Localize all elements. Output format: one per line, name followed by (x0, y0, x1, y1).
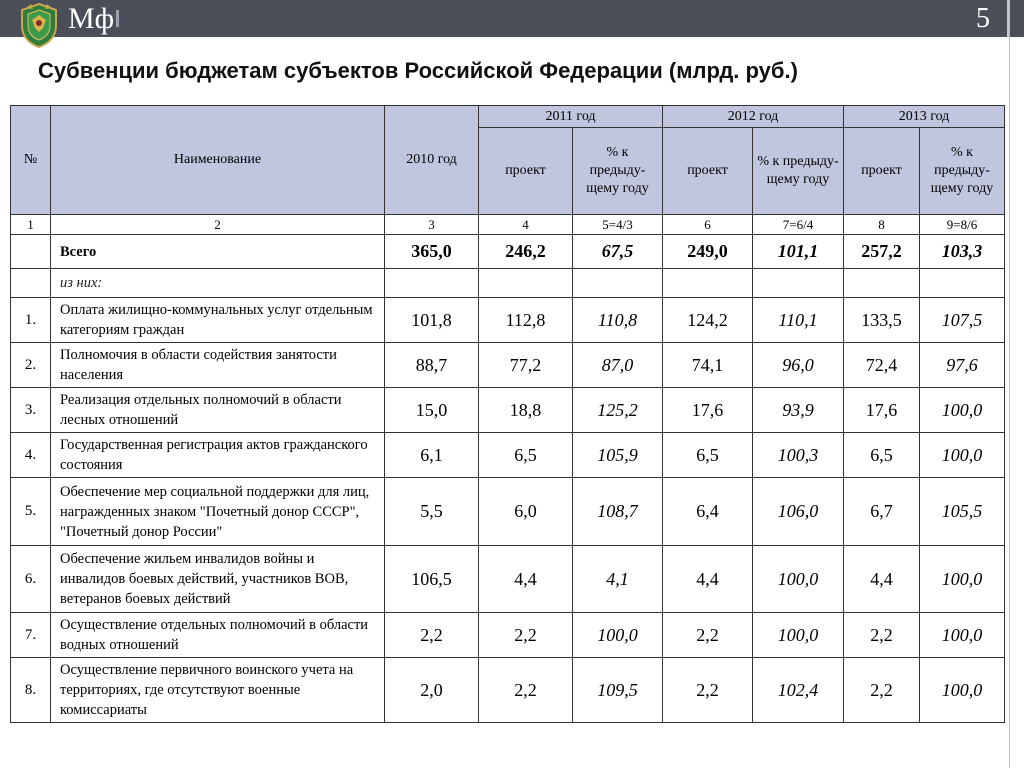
row-name: Обеспечение жильем инвалидов войны и инвалидов боевых действий, участников ВОВ, ветеранов боевых действий (51, 546, 385, 613)
value-2010: 106,5 (385, 546, 479, 613)
value-2010: 2,2 (385, 613, 479, 658)
value-2011-project: 246,2 (479, 235, 573, 269)
value-2011-project: 2,2 (479, 613, 573, 658)
row-name: Осуществление первичного воинского учета на территориях, где отсутствуют военные комиссариаты (51, 658, 385, 723)
value-2012-pct: 100,0 (753, 546, 844, 613)
value-2012-project: 6,4 (663, 478, 753, 546)
subheading-label: из них: (51, 269, 385, 298)
row-number: 3. (11, 388, 51, 433)
subheading-row (11, 269, 1005, 298)
value-2012-pct: 93,9 (753, 388, 844, 433)
slide-title: Субвенции бюджетам субъектов Российской Федерации (млрд. руб.) (38, 58, 798, 83)
value-2011-pct: 110,8 (573, 298, 663, 343)
subventions-table (10, 105, 1005, 723)
col-index: 5=4/3 (573, 215, 663, 235)
value-2012-project: 4,4 (663, 546, 753, 613)
slide-header-bar (0, 0, 1024, 37)
value-2012-project: 2,2 (663, 658, 753, 723)
coat-of-arms-icon (18, 2, 60, 48)
value-2012-pct: 96,0 (753, 343, 844, 388)
value-2011-pct: 4,1 (573, 546, 663, 613)
value-2013-pct: 100,0 (920, 613, 1005, 658)
header-name: Наименование (51, 106, 385, 215)
value-2013-pct: 100,0 (920, 546, 1005, 613)
value-2010: 365,0 (385, 235, 479, 269)
value-2013-pct: 100,0 (920, 658, 1005, 723)
value-2013-project: 72,4 (844, 343, 920, 388)
value-2013-pct: 97,6 (920, 343, 1005, 388)
value-2013-project: 2,2 (844, 658, 920, 723)
header-no: № (11, 106, 51, 215)
row-number: 1. (11, 298, 51, 343)
empty-cell (663, 269, 753, 298)
header-2013-project: проект (844, 128, 920, 215)
row-name: Всего (51, 235, 385, 269)
row-name: Обеспечение мер социальной поддержки для лиц, награжденных знаком "Почетный донор СССР", "Почетный донор России" (51, 478, 385, 546)
empty-cell (573, 269, 663, 298)
row-number: 5. (11, 478, 51, 546)
row-name: Осуществление отдельных полномочий в области водных отношений (51, 613, 385, 658)
column-index-row (11, 215, 1005, 235)
empty-cell (385, 269, 479, 298)
row-number: 7. (11, 613, 51, 658)
value-2012-pct: 106,0 (753, 478, 844, 546)
header-2013: 2013 год (844, 106, 1005, 128)
row-number: 6. (11, 546, 51, 613)
col-index: 9=8/6 (920, 215, 1005, 235)
value-2013-pct: 107,5 (920, 298, 1005, 343)
value-2013-pct: 105,5 (920, 478, 1005, 546)
table-row (11, 433, 1005, 478)
value-2013-project: 17,6 (844, 388, 920, 433)
value-2013-pct: 100,0 (920, 388, 1005, 433)
header-2011: 2011 год (479, 106, 663, 128)
value-2012-project: 17,6 (663, 388, 753, 433)
value-2012-pct: 100,3 (753, 433, 844, 478)
row-number: 2. (11, 343, 51, 388)
value-2012-pct: 110,1 (753, 298, 844, 343)
header-2010: 2010 год (385, 106, 479, 215)
row-name: Полномочия в области содействия занятости населения (51, 343, 385, 388)
value-2012-project: 74,1 (663, 343, 753, 388)
value-2011-pct: 125,2 (573, 388, 663, 433)
header-2012-project: проект (663, 128, 753, 215)
table-row (11, 343, 1005, 388)
row-number (11, 235, 51, 269)
col-index: 6 (663, 215, 753, 235)
page-number: 5 (976, 3, 990, 34)
value-2011-project: 6,0 (479, 478, 573, 546)
value-2011-project: 2,2 (479, 658, 573, 723)
value-2012-pct: 102,4 (753, 658, 844, 723)
brand-logo-text: Мф (68, 2, 115, 35)
empty-cell (920, 269, 1005, 298)
header-2012: 2012 год (663, 106, 844, 128)
value-2011-project: 6,5 (479, 433, 573, 478)
value-2013-project: 2,2 (844, 613, 920, 658)
value-2011-project: 18,8 (479, 388, 573, 433)
value-2012-pct: 101,1 (753, 235, 844, 269)
value-2013-project: 133,5 (844, 298, 920, 343)
value-2012-project: 124,2 (663, 298, 753, 343)
col-index: 4 (479, 215, 573, 235)
empty-cell (844, 269, 920, 298)
frame-right-rule (1009, 0, 1010, 768)
value-2010: 2,0 (385, 658, 479, 723)
value-2011-pct: 67,5 (573, 235, 663, 269)
value-2011-pct: 87,0 (573, 343, 663, 388)
value-2011-pct: 100,0 (573, 613, 663, 658)
value-2013-project: 257,2 (844, 235, 920, 269)
value-2011-pct: 105,9 (573, 433, 663, 478)
table-row (11, 298, 1005, 343)
value-2011-project: 4,4 (479, 546, 573, 613)
value-2010: 15,0 (385, 388, 479, 433)
empty-cell (11, 269, 51, 298)
value-2012-project: 6,5 (663, 433, 753, 478)
row-name: Государственная регистрация актов гражданского состояния (51, 433, 385, 478)
row-number: 8. (11, 658, 51, 723)
table-row-total (11, 235, 1005, 269)
value-2013-project: 6,5 (844, 433, 920, 478)
row-name: Реализация отдельных полномочий в области лесных отношений (51, 388, 385, 433)
value-2013-pct: 100,0 (920, 433, 1005, 478)
value-2010: 101,8 (385, 298, 479, 343)
value-2012-pct: 100,0 (753, 613, 844, 658)
col-index: 8 (844, 215, 920, 235)
col-index: 2 (51, 215, 385, 235)
value-2010: 5,5 (385, 478, 479, 546)
table-row (11, 658, 1005, 723)
table-row (11, 388, 1005, 433)
col-index: 3 (385, 215, 479, 235)
value-2013-pct: 103,3 (920, 235, 1005, 269)
row-name: Оплата жилищно-коммунальных услуг отдельным категориям граждан (51, 298, 385, 343)
header-2011-project: проект (479, 128, 573, 215)
table-row (11, 478, 1005, 546)
value-2012-project: 249,0 (663, 235, 753, 269)
value-2013-project: 4,4 (844, 546, 920, 613)
empty-cell (479, 269, 573, 298)
value-2013-project: 6,7 (844, 478, 920, 546)
table-row (11, 613, 1005, 658)
value-2011-project: 112,8 (479, 298, 573, 343)
value-2010: 6,1 (385, 433, 479, 478)
row-number: 4. (11, 433, 51, 478)
header-2011-pct: % к предыду-щему году (573, 128, 663, 215)
header-2013-pct: % к предыду-щему году (920, 128, 1005, 215)
value-2012-project: 2,2 (663, 613, 753, 658)
brand-separator (116, 10, 119, 27)
value-2011-pct: 108,7 (573, 478, 663, 546)
col-index: 1 (11, 215, 51, 235)
col-index: 7=6/4 (753, 215, 844, 235)
value-2010: 88,7 (385, 343, 479, 388)
table-row (11, 546, 1005, 613)
value-2011-pct: 109,5 (573, 658, 663, 723)
empty-cell (753, 269, 844, 298)
header-2012-pct: % к предыду-щему году (753, 128, 844, 215)
value-2011-project: 77,2 (479, 343, 573, 388)
